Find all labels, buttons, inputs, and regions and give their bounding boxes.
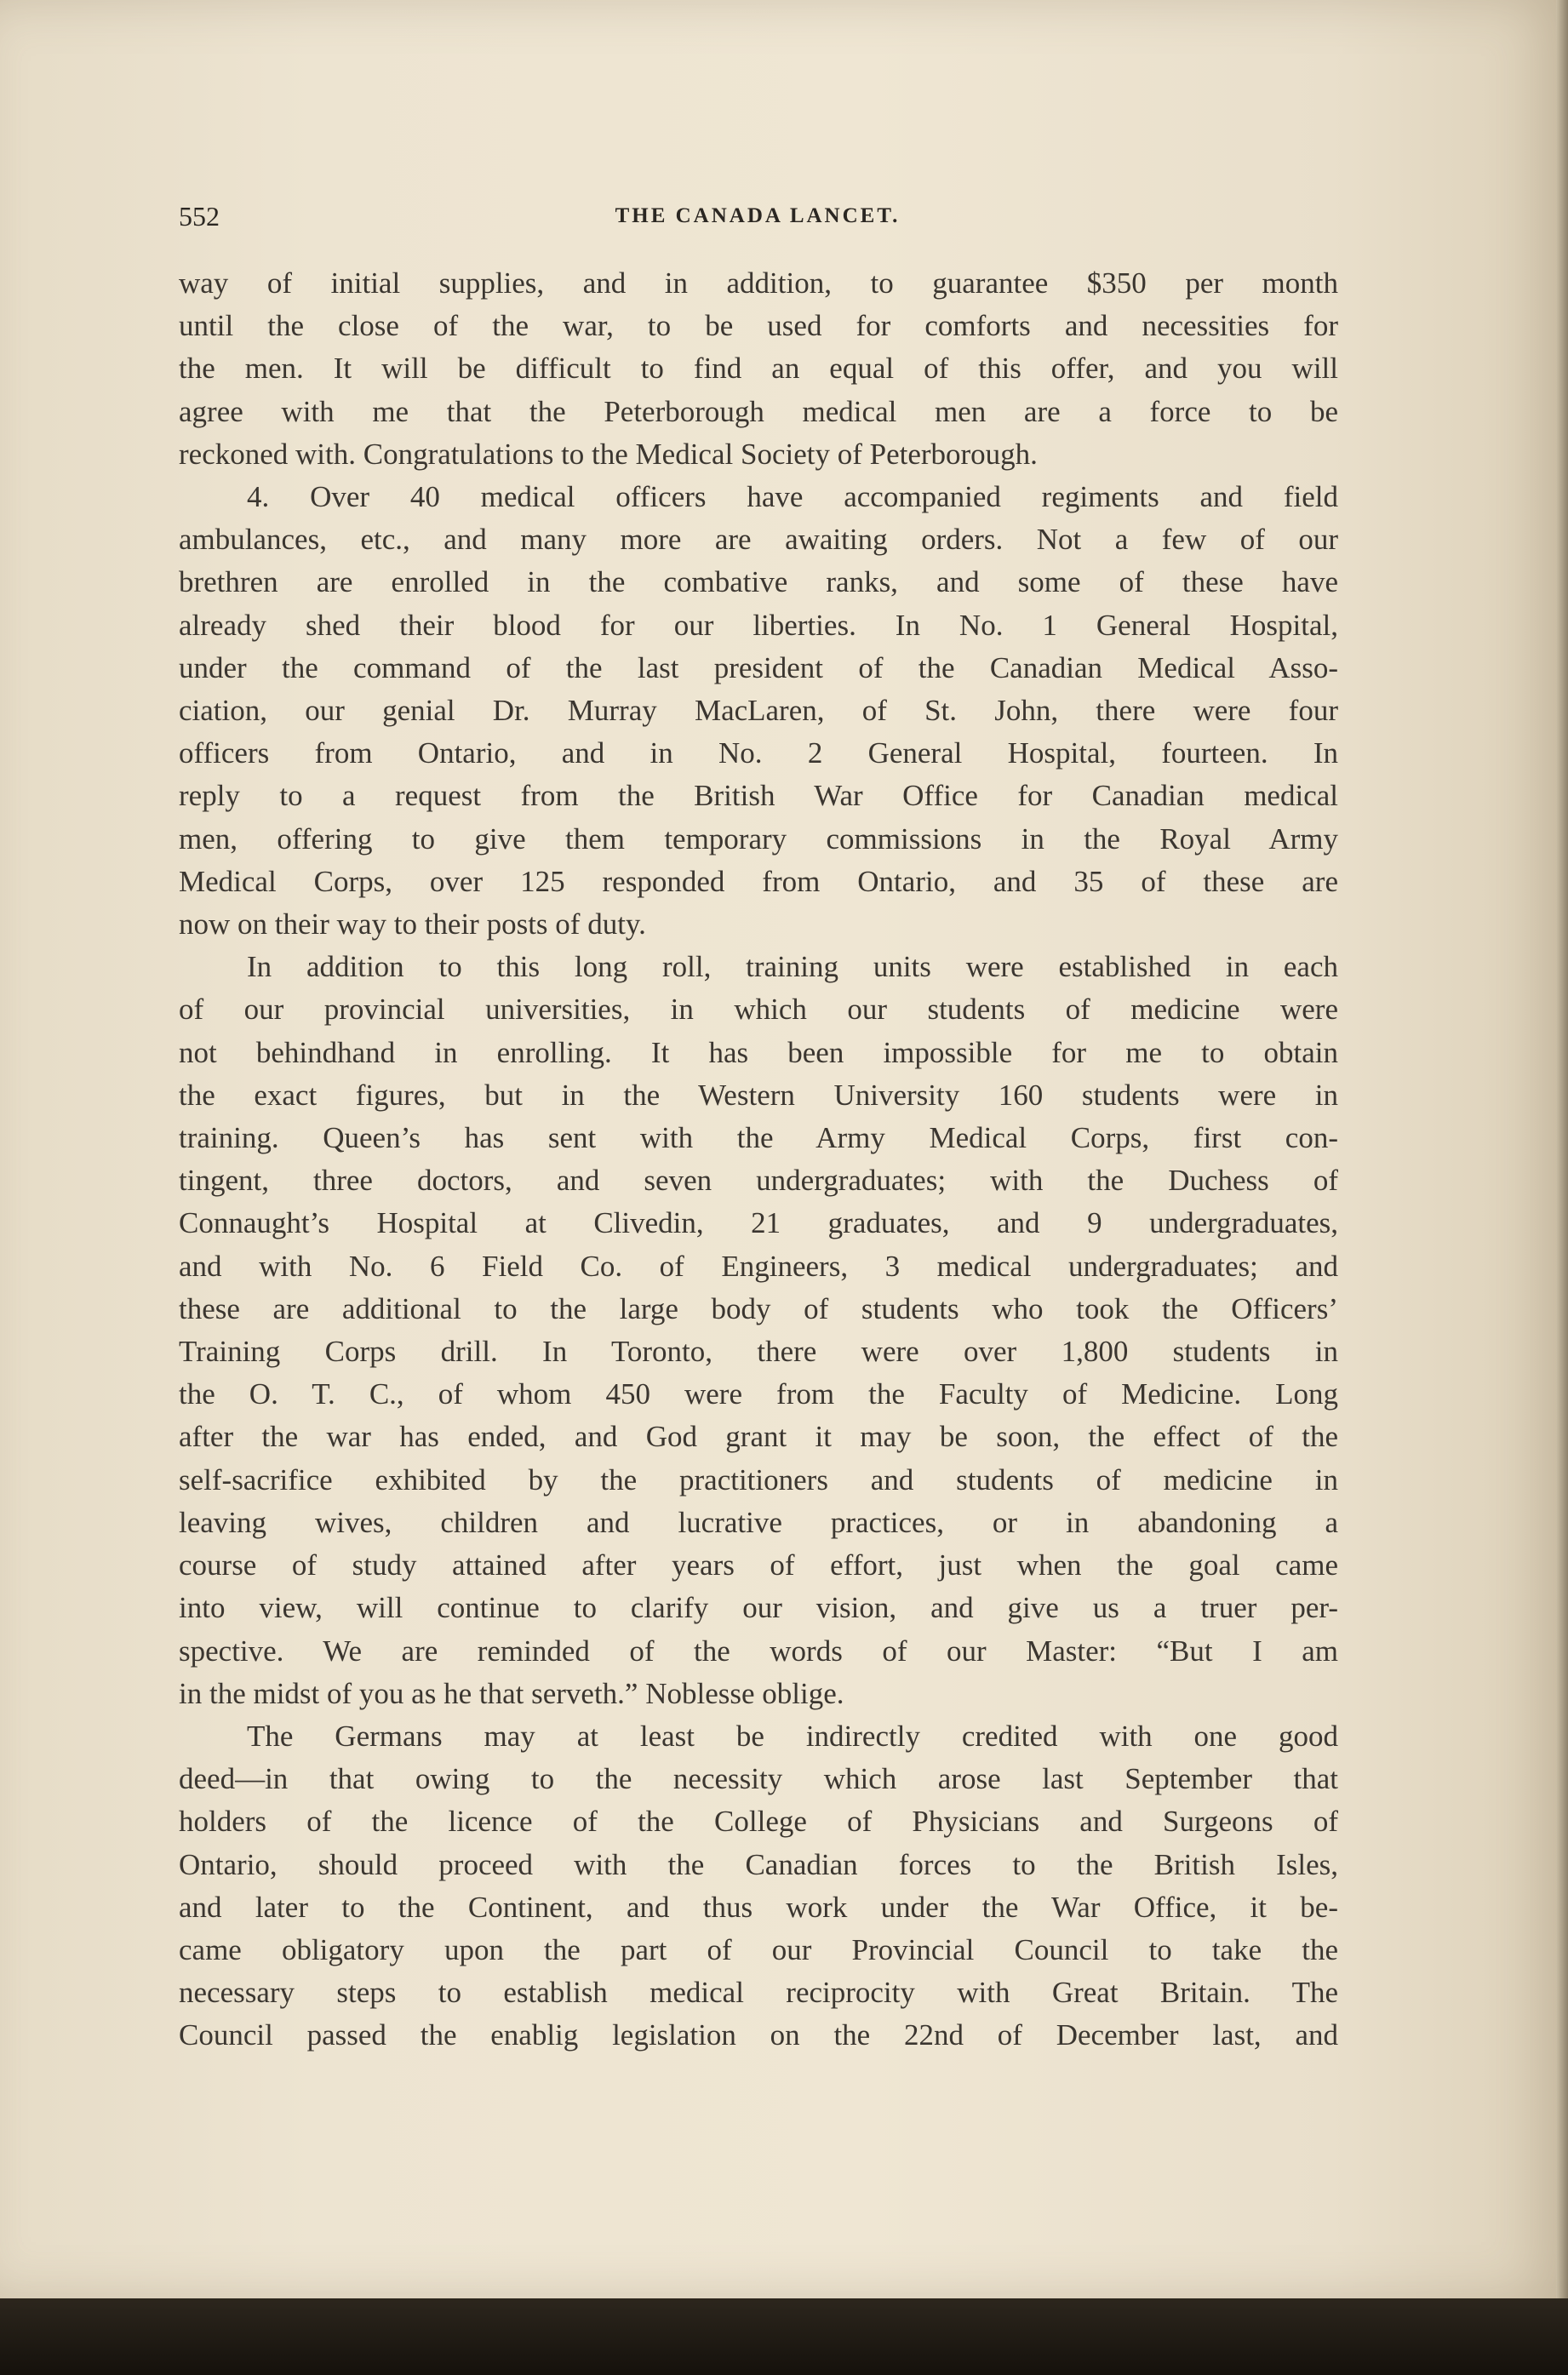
text-line: the men. It will be difficult to find an equal of this offer, and you will [179,352,1338,386]
text-line: of our provincial universities, in which our students of medicine were [179,993,1338,1027]
text-line: into view, will continue to clarify our vision, and give us a truer per- [179,1591,1338,1625]
text-line: deed—in that owing to the necessity which arose last September that [179,1762,1338,1796]
text-line: course of study attained after years of effort, just when the goal came [179,1548,1338,1582]
text-line: now on their way to their posts of duty. [179,907,646,941]
text-line: until the close of the war, to be used for comforts and necessities for [179,309,1338,343]
scan-background-bottom [0,2298,1568,2375]
text-line: not behindhand in enrolling. It has been impossible for me to obtain [179,1035,1338,1069]
page-header [179,201,1336,243]
paragraph [179,946,1338,1715]
text-line: and later to the Continent, and thus work under the War Office, it be- [179,1890,1338,1924]
text-line: brethren are enrolled in the combative ranks, and some of these have [179,565,1338,599]
text-line: Training Corps drill. In Toronto, there were over 1,800 students in [179,1335,1338,1369]
page-edge-shadow [1556,0,1568,2298]
text-line: self-sacrifice exhibited by the practitioners and students of medicine in [179,1462,1338,1497]
text-line: Council passed the enablig legislation on the 22nd of December last, and [179,2018,1338,2052]
text-line: spective. We are reminded of the words of our Master: “But I am [179,1634,1338,1668]
text-line: came obligatory upon the part of our Provincial Council to take the [179,1932,1338,1966]
text-line: training. Queen’s has sent with the Army Medical Corps, first con- [179,1121,1338,1155]
text-line: reckoned with. Congratulations to the Medical Society of Peterborough. [179,437,1038,471]
text-line: In addition to this long roll, training units were established in each [247,950,1338,984]
text-line: after the war has ended, and God grant it may be soon, the effect of the [179,1420,1338,1454]
text-line: these are additional to the large body of students who took the Officers’ [179,1291,1338,1325]
paragraph [179,476,1338,946]
text-line: ambulances, etc., and many more are awaiting orders. Not a few of our [179,523,1338,557]
page-number: 552 [179,201,220,232]
text-line: under the command of the last president of the Canadian Medical Asso- [179,650,1338,684]
running-title: THE CANADA LANCET. [615,204,901,227]
text-line: in the midst of you as he that serveth.” Noblesse oblige. [179,1676,844,1710]
text-line: officers from Ontario, and in No. 2 General Hospital, fourteen. In [179,736,1338,770]
text-line: way of initial supplies, and in addition, to guarantee $350 per month [179,266,1338,300]
text-line: necessary steps to establish medical reciprocity with Great Britain. The [179,1976,1338,2010]
text-line: agree with me that the Peterborough medical men are a force to be [179,394,1338,428]
text-line: already shed their blood for our liberties. In No. 1 General Hospital, [179,608,1338,642]
text-line: Medical Corps, over 125 responded from Ontario, and 35 of these are [179,864,1338,898]
text-line: the exact figures, but in the Western University 160 students were in [179,1078,1338,1112]
paragraph [179,262,1338,476]
text-line: The Germans may at least be indirectly credited with one good [247,1719,1338,1753]
text-line: reply to a request from the British War Office for Canadian medical [179,779,1338,813]
text-line: leaving wives, children and lucrative practices, or in abandoning a [179,1505,1338,1539]
body-text [179,262,1338,2057]
text-line: 4. Over 40 medical officers have accompanied regiments and field [247,480,1338,514]
text-line: and with No. 6 Field Co. of Engineers, 3 medical undergraduates; and [179,1249,1338,1283]
text-line: Ontario, should proceed with the Canadian forces to the British Isles, [179,1847,1338,1881]
text-line: the O. T. C., of whom 450 were from the Faculty of Medicine. Long [179,1377,1338,1411]
text-line: tingent, three doctors, and seven undergraduates; with the Duchess of [179,1164,1338,1198]
paragraph [179,1715,1338,2057]
text-line: holders of the licence of the College of Physicians and Surgeons of [179,1805,1338,1839]
text-line: Connaught’s Hospital at Clivedin, 21 graduates, and 9 undergraduates, [179,1206,1338,1240]
text-line: men, offering to give them temporary commissions in the Royal Army [179,821,1338,856]
text-line: ciation, our genial Dr. Murray MacLaren, of St. John, there were four [179,694,1338,728]
